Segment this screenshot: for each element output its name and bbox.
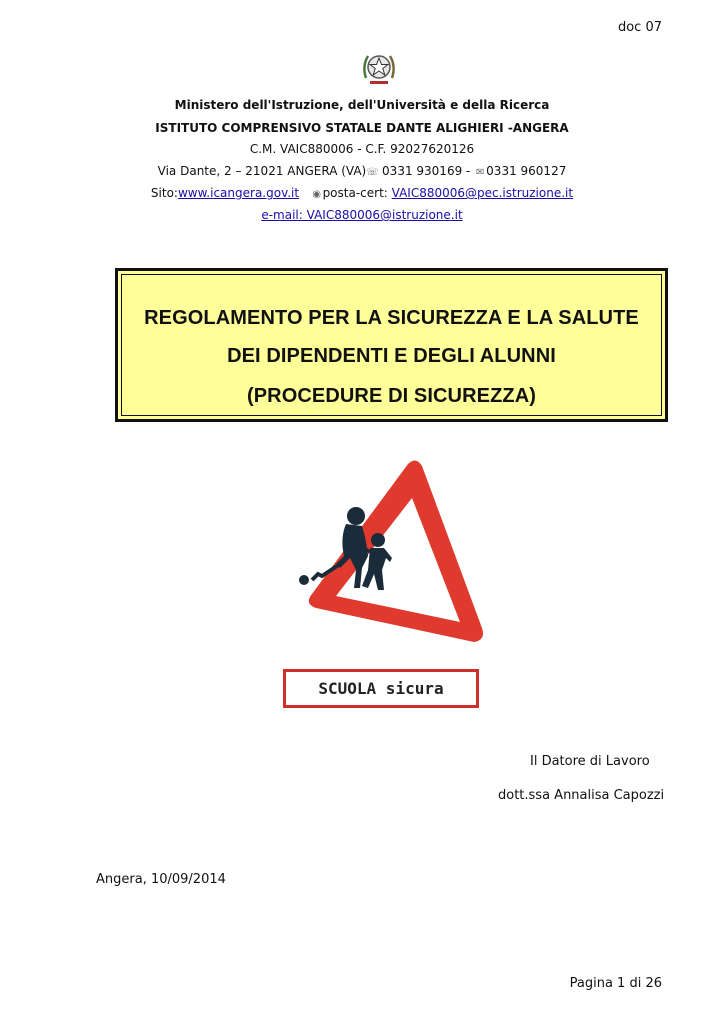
pec-email-link[interactable]: VAIC880006@pec.istruzione.it xyxy=(391,186,574,200)
institute-codes: C.M. VAIC880006 - C.F. 92027620126 xyxy=(249,142,475,156)
address-line xyxy=(0,164,724,178)
email-line xyxy=(0,208,724,222)
title-line-1: REGOLAMENTO PER LA SICUREZZA E LA SALUTE xyxy=(144,307,639,329)
globe-mail-icon: ◉ xyxy=(312,189,321,200)
signature-name: dott.ssa Annalisa Capozzi xyxy=(498,788,665,803)
doc-code: doc 07 xyxy=(617,20,662,35)
date-line: Angera, 10/09/2014 xyxy=(96,872,226,887)
institute-name: ISTITUTO COMPRENSIVO STATALE DANTE ALIGHIERI -ANGERA xyxy=(155,121,569,135)
fax-number: 0331 960127 xyxy=(486,164,567,178)
title-line-3: (PROCEDURE DI SICUREZZA) xyxy=(246,385,537,407)
document-title-box xyxy=(115,268,668,422)
signature-role: Il Datore di Lavoro xyxy=(530,754,650,769)
pec-label: posta-cert: xyxy=(322,186,392,200)
email-link[interactable]: e-mail: VAIC880006@istruzione.it xyxy=(261,208,463,222)
page-number: Pagina 1 di 26 xyxy=(569,976,662,991)
republic-emblem-icon xyxy=(360,48,398,88)
scuola-sicura-caption: SCUOLA sicura xyxy=(283,669,479,708)
title-line-2: DEI DIPENDENTI E DEGLI ALUNNI xyxy=(227,345,556,367)
site-link[interactable]: www.icangera.gov.it xyxy=(177,186,300,200)
school-children-warning-sign xyxy=(282,452,490,652)
fax-icon: ✉ xyxy=(475,167,485,178)
ministry-name: Ministero dell'Istruzione, dell'Università e della Ricerca xyxy=(174,98,550,112)
telephone-icon: ☏ xyxy=(366,167,379,178)
address-text: Via Dante, 2 – 21021 ANGERA (VA) xyxy=(157,164,367,178)
phone-number: 0331 930169 - xyxy=(378,164,475,178)
site-label: Sito: xyxy=(150,186,178,200)
contact-line xyxy=(0,186,724,200)
